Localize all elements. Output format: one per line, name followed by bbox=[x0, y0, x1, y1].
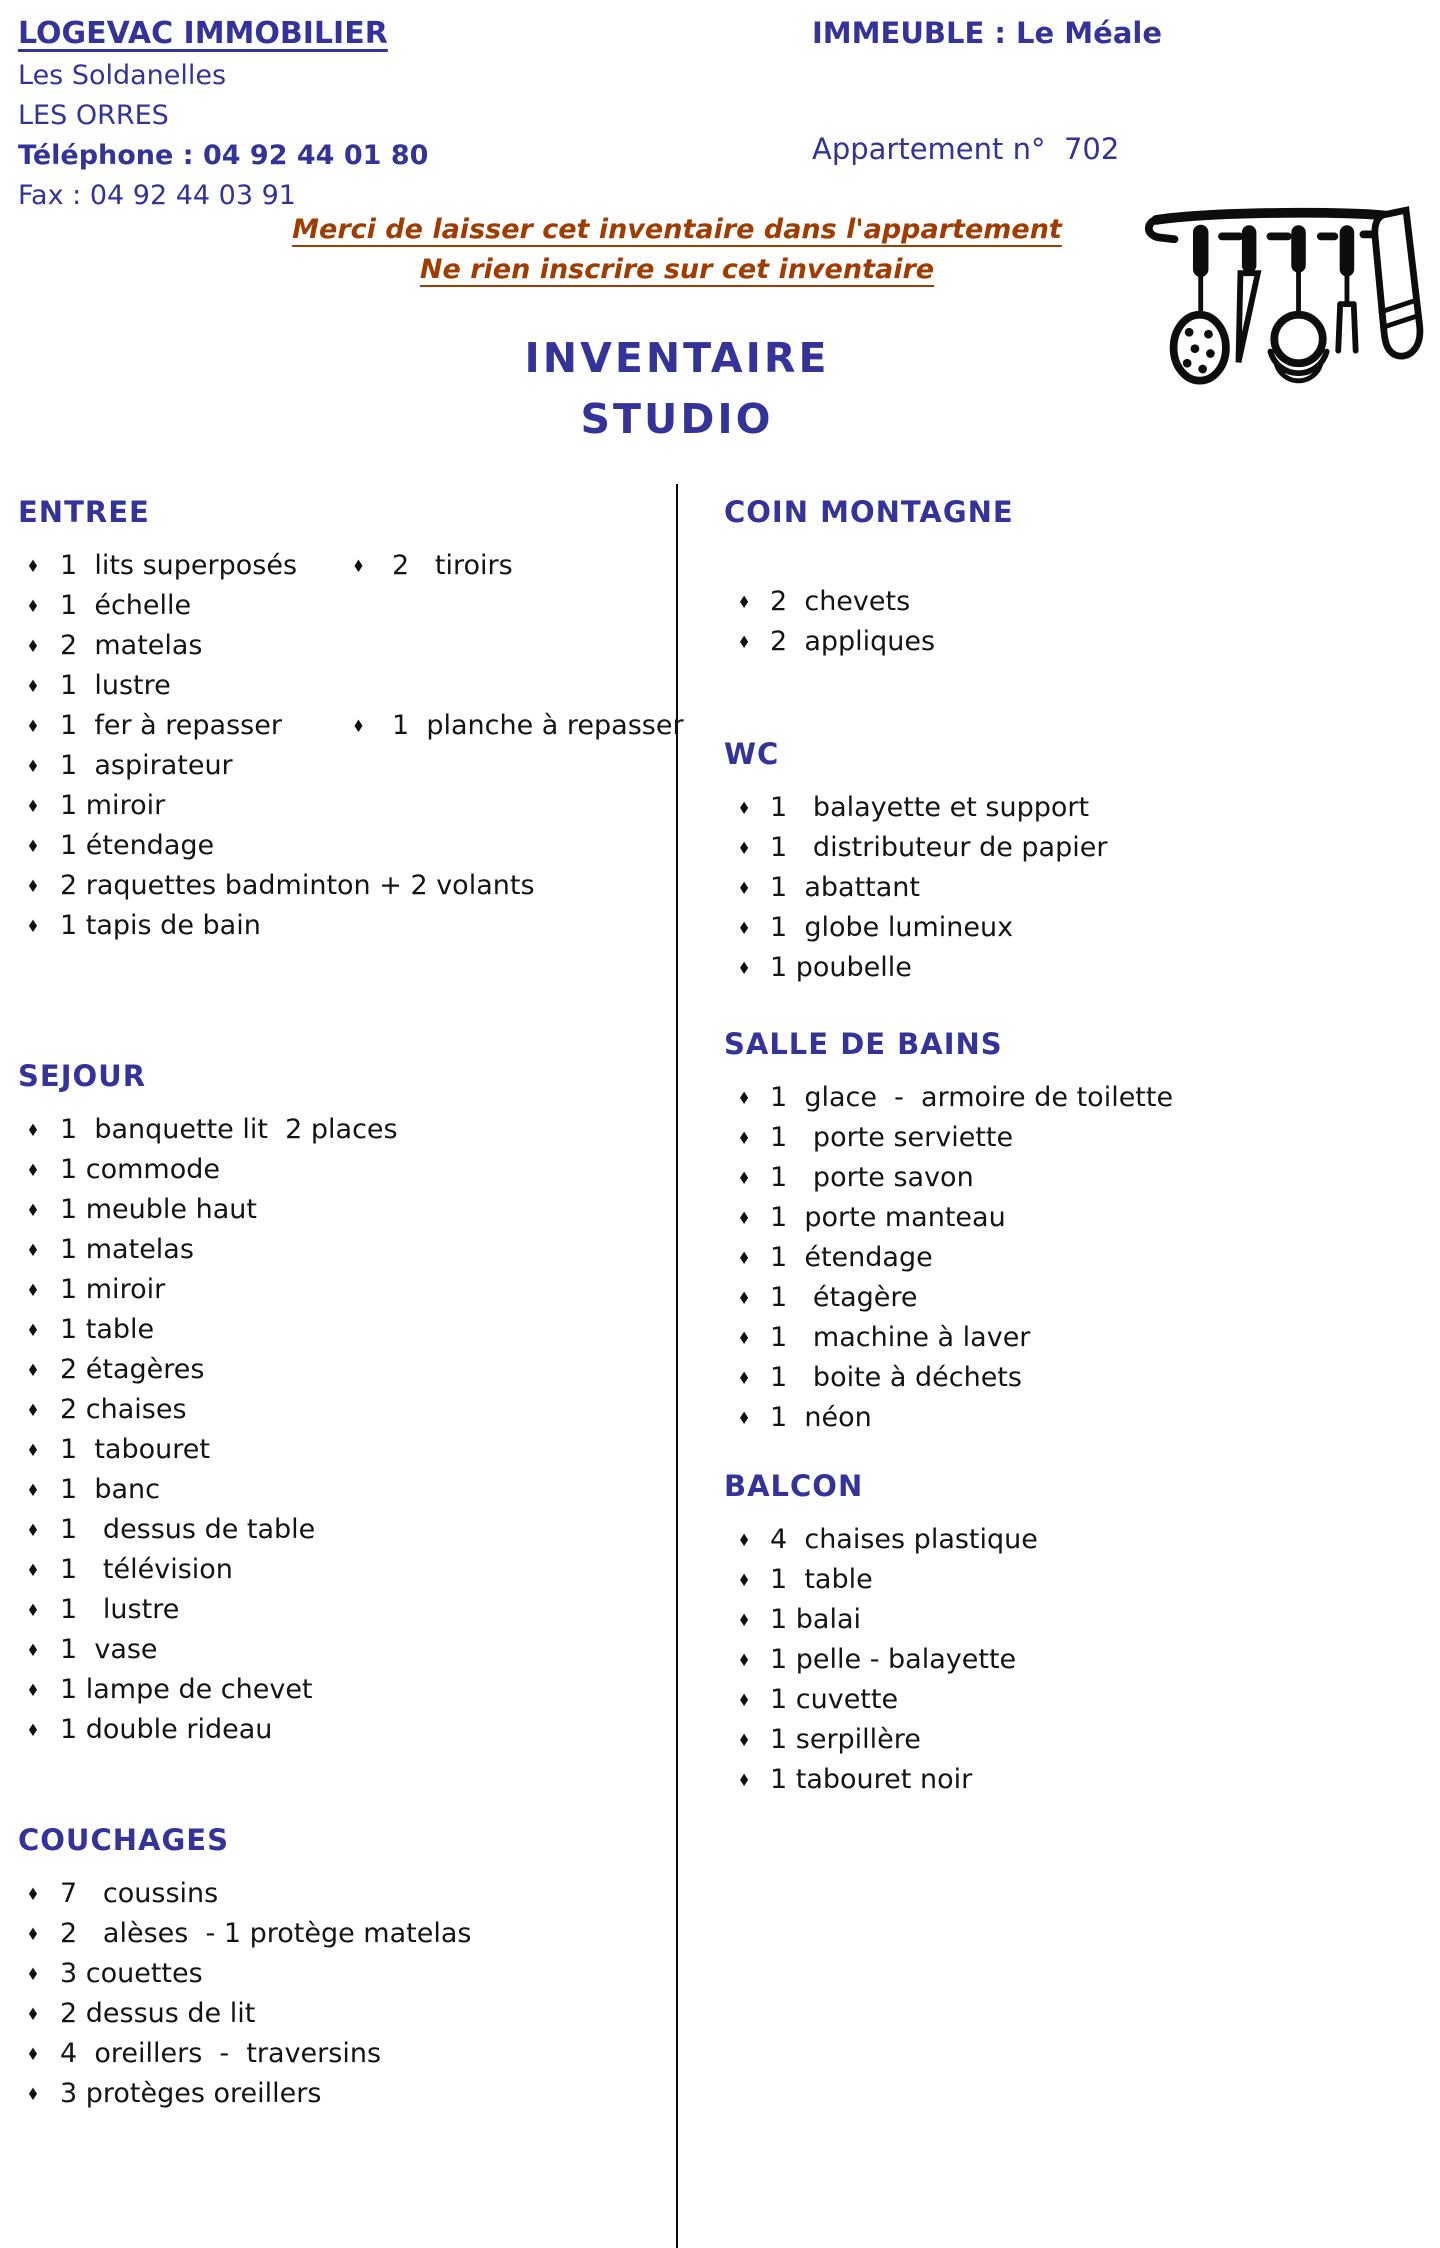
item-label: 1 miroir bbox=[60, 790, 166, 821]
diamond-bullet-icon: ♦ bbox=[737, 1129, 751, 1149]
inventory-item bbox=[18, 1630, 658, 1670]
item-label: 1 porte serviette bbox=[770, 1122, 1014, 1153]
diamond-bullet-icon: ♦ bbox=[26, 1561, 40, 1581]
section-header: SALLE DE BAINS bbox=[724, 1027, 1003, 1061]
inventory-item bbox=[18, 746, 658, 786]
diamond-bullet-icon: ♦ bbox=[737, 1289, 751, 1309]
agency-header bbox=[18, 12, 428, 216]
item-label: 1 lustre bbox=[60, 670, 171, 701]
diamond-bullet-icon: ♦ bbox=[26, 837, 40, 857]
diamond-bullet-icon: ♦ bbox=[737, 1169, 751, 1189]
item-label: 2 alèses - 1 protège matelas bbox=[60, 1918, 472, 1949]
diamond-bullet-icon: ♦ bbox=[26, 1441, 40, 1461]
inventory-item bbox=[724, 868, 1424, 908]
item-label: 1 lampe de chevet bbox=[60, 1674, 313, 1705]
item-label: 1 table bbox=[60, 1314, 155, 1345]
item-label: 1 tabouret noir bbox=[770, 1764, 973, 1795]
inventory-item bbox=[18, 1914, 658, 1954]
item-list bbox=[724, 1520, 1424, 1800]
inventory-item bbox=[724, 1520, 1424, 1560]
item-list bbox=[18, 1110, 658, 1750]
diamond-bullet-icon: ♦ bbox=[26, 1161, 40, 1181]
item-label: 1 étendage bbox=[770, 1242, 933, 1273]
diamond-bullet-icon: ♦ bbox=[26, 717, 40, 737]
inventory-item bbox=[18, 1230, 658, 1270]
diamond-bullet-icon: ♦ bbox=[26, 2085, 40, 2105]
diamond-bullet-icon: ♦ bbox=[737, 919, 751, 939]
inventory-item bbox=[18, 1994, 658, 2034]
item-label: 1 balayette et support bbox=[770, 792, 1090, 823]
diamond-bullet-icon: ♦ bbox=[737, 1329, 751, 1349]
inventory-item bbox=[18, 1874, 658, 1914]
inventory-item bbox=[724, 1398, 1424, 1438]
item-label: 1 néon bbox=[770, 1402, 872, 1433]
item-label: 2 chaises bbox=[60, 1394, 187, 1425]
item-label: 1 matelas bbox=[60, 1234, 194, 1265]
inventory-item bbox=[18, 826, 658, 866]
section-salle-de-bains bbox=[724, 1024, 1424, 1438]
diamond-bullet-icon: ♦ bbox=[737, 879, 751, 899]
inventory-item bbox=[18, 1350, 658, 1390]
section-header: COUCHAGES bbox=[18, 1823, 229, 1857]
inventory-item bbox=[18, 1430, 658, 1470]
item-label: 1 cuvette bbox=[770, 1684, 899, 1715]
inventory-item bbox=[18, 2034, 658, 2074]
inventory-item bbox=[18, 2074, 658, 2114]
diamond-bullet-icon: ♦ bbox=[26, 1721, 40, 1741]
inventory-item bbox=[724, 1158, 1424, 1198]
item-label: 4 chaises plastique bbox=[770, 1524, 1038, 1555]
diamond-bullet-icon: ♦ bbox=[26, 1201, 40, 1221]
section-entree bbox=[18, 492, 684, 946]
item-label: 2 matelas bbox=[60, 630, 203, 661]
section-coin-montagne bbox=[724, 492, 1424, 662]
diamond-bullet-icon: ♦ bbox=[26, 637, 40, 657]
inventory-item bbox=[18, 906, 658, 946]
diamond-bullet-icon: ♦ bbox=[737, 1209, 751, 1229]
agency-fax: Fax : 04 92 44 03 91 bbox=[18, 180, 296, 211]
notice-line-2: Ne rien inscrire sur cet inventaire bbox=[419, 254, 935, 285]
section-header: COIN MONTAGNE bbox=[724, 495, 1014, 529]
inventory-item bbox=[724, 1600, 1424, 1640]
item-label: 1 double rideau bbox=[60, 1714, 273, 1745]
inventory-item bbox=[18, 1270, 658, 1310]
section-couchages bbox=[18, 1820, 658, 2114]
diamond-bullet-icon: ♦ bbox=[26, 557, 40, 577]
item-label: 1 distributeur de papier bbox=[770, 832, 1108, 863]
inventory-item bbox=[724, 948, 1424, 988]
item-label: 1 miroir bbox=[60, 1274, 166, 1305]
inventory-item bbox=[18, 1310, 658, 1350]
diamond-bullet-icon: ♦ bbox=[26, 1361, 40, 1381]
item-list bbox=[724, 788, 1424, 988]
diamond-bullet-icon: ♦ bbox=[26, 917, 40, 937]
diamond-bullet-icon: ♦ bbox=[26, 1281, 40, 1301]
item-label: 1 meuble haut bbox=[60, 1194, 257, 1225]
diamond-bullet-icon: ♦ bbox=[26, 1925, 40, 1945]
inventory-item bbox=[18, 1150, 658, 1190]
inventory-item bbox=[724, 1720, 1424, 1760]
inventory-item bbox=[18, 1110, 658, 1150]
diamond-bullet-icon: ♦ bbox=[737, 839, 751, 859]
section-balcon bbox=[724, 1466, 1424, 1800]
diamond-bullet-icon: ♦ bbox=[737, 1571, 751, 1591]
inventory-item bbox=[18, 866, 658, 906]
inventory-item-secondary bbox=[352, 546, 513, 587]
section-wc bbox=[724, 734, 1424, 988]
item-label: 2 appliques bbox=[770, 626, 936, 657]
item-label: 3 protèges oreillers bbox=[60, 2078, 322, 2109]
item-label: 1 banc bbox=[60, 1474, 160, 1505]
inventory-item bbox=[724, 582, 1424, 622]
item-label: 1 abattant bbox=[770, 872, 920, 903]
inventory-item bbox=[18, 546, 658, 586]
item-label: 1 vase bbox=[60, 1634, 158, 1665]
item-label: 2 raquettes badminton + 2 volants bbox=[60, 870, 535, 901]
item-label: 1 lits superposés bbox=[60, 550, 298, 581]
item-label: 1 aspirateur bbox=[60, 750, 233, 781]
item-label: 1 lustre bbox=[60, 1594, 180, 1625]
inventory-item bbox=[724, 1118, 1424, 1158]
item-list bbox=[724, 582, 1424, 662]
item-label: 1 porte manteau bbox=[770, 1202, 1006, 1233]
building-name: IMMEUBLE : Le Méale bbox=[812, 16, 1162, 50]
item-label: 3 couettes bbox=[60, 1958, 203, 1989]
agency-city: LES ORRES bbox=[18, 100, 169, 131]
item-label: 1 serpillère bbox=[770, 1724, 921, 1755]
inventory-item bbox=[724, 622, 1424, 662]
diamond-bullet-icon: ♦ bbox=[26, 1481, 40, 1501]
diamond-bullet-icon: ♦ bbox=[26, 1601, 40, 1621]
diamond-bullet-icon: ♦ bbox=[26, 757, 40, 777]
inventory-item bbox=[724, 1358, 1424, 1398]
kitchen-utensils-rack-icon bbox=[1138, 186, 1430, 401]
inventory-item bbox=[724, 1278, 1424, 1318]
item-label: 1 glace - armoire de toilette bbox=[770, 1082, 1174, 1113]
diamond-bullet-icon: ♦ bbox=[737, 959, 751, 979]
diamond-bullet-icon: ♦ bbox=[737, 1089, 751, 1109]
item-label: 1 dessus de table bbox=[60, 1514, 316, 1545]
item-label: 1 planche à repasser bbox=[392, 710, 684, 741]
inventory-item bbox=[724, 1640, 1424, 1680]
inventory-item bbox=[724, 1760, 1424, 1800]
diamond-bullet-icon: ♦ bbox=[26, 1121, 40, 1141]
item-label: 1 tapis de bain bbox=[60, 910, 261, 941]
inventory-item bbox=[18, 586, 658, 626]
diamond-bullet-icon: ♦ bbox=[26, 1641, 40, 1661]
diamond-bullet-icon: ♦ bbox=[26, 1401, 40, 1421]
item-label: 1 machine à laver bbox=[770, 1322, 1031, 1353]
diamond-bullet-icon: ♦ bbox=[737, 1249, 751, 1269]
item-label: 1 télévision bbox=[60, 1554, 233, 1585]
diamond-bullet-icon: ♦ bbox=[737, 799, 751, 819]
diamond-bullet-icon: ♦ bbox=[352, 557, 365, 577]
inventory-item bbox=[724, 1560, 1424, 1600]
agency-phone: Téléphone : 04 92 44 01 80 bbox=[18, 140, 429, 171]
notice-line-1: Merci de laisser cet inventaire dans l'appartement bbox=[292, 214, 1062, 245]
diamond-bullet-icon: ♦ bbox=[26, 877, 40, 897]
inventory-item bbox=[724, 1318, 1424, 1358]
inventory-item bbox=[18, 1470, 658, 1510]
diamond-bullet-icon: ♦ bbox=[26, 677, 40, 697]
item-label: 1 banquette lit 2 places bbox=[60, 1114, 398, 1145]
agency-residence: Les Soldanelles bbox=[18, 60, 227, 91]
diamond-bullet-icon: ♦ bbox=[737, 1409, 751, 1429]
inventory-item bbox=[724, 1680, 1424, 1720]
item-label: 4 oreillers - traversins bbox=[60, 2038, 382, 2069]
diamond-bullet-icon: ♦ bbox=[737, 1369, 751, 1389]
item-list bbox=[724, 1078, 1424, 1438]
inventory-item bbox=[724, 1238, 1424, 1278]
inventory-item bbox=[18, 1710, 658, 1750]
diamond-bullet-icon: ♦ bbox=[352, 717, 365, 737]
item-label: 1 pelle - balayette bbox=[770, 1644, 1017, 1675]
diamond-bullet-icon: ♦ bbox=[737, 1691, 751, 1711]
apartment-number: Appartement n° 702 bbox=[812, 132, 1120, 166]
inventory-item bbox=[18, 786, 658, 826]
item-label: 2 tiroirs bbox=[392, 550, 513, 581]
diamond-bullet-icon: ♦ bbox=[26, 597, 40, 617]
inventory-item bbox=[724, 1078, 1424, 1118]
inventory-item bbox=[724, 788, 1424, 828]
inventory-item-secondary bbox=[352, 706, 684, 747]
diamond-bullet-icon: ♦ bbox=[26, 1241, 40, 1261]
item-list bbox=[18, 1874, 658, 2114]
diamond-bullet-icon: ♦ bbox=[737, 1531, 751, 1551]
item-label: 1 poubelle bbox=[770, 952, 912, 983]
inventory-item bbox=[18, 1954, 658, 1994]
item-label: 1 porte savon bbox=[770, 1162, 974, 1193]
item-label: 2 chevets bbox=[770, 586, 911, 617]
section-header: ENTREE bbox=[18, 495, 150, 529]
section-header: WC bbox=[724, 737, 780, 771]
item-label: 1 commode bbox=[60, 1154, 220, 1185]
page-title-line-1: INVENTAIRE bbox=[524, 334, 830, 382]
inventory-item bbox=[18, 626, 658, 666]
item-label: 1 boite à déchets bbox=[770, 1362, 1022, 1393]
item-label: 1 étendage bbox=[60, 830, 215, 861]
item-label: 1 tabouret bbox=[60, 1434, 210, 1465]
inventory-item bbox=[18, 1670, 658, 1710]
item-label: 1 table bbox=[770, 1564, 873, 1595]
item-label: 1 globe lumineux bbox=[770, 912, 1014, 943]
inventory-item bbox=[18, 1590, 658, 1630]
diamond-bullet-icon: ♦ bbox=[26, 1681, 40, 1701]
diamond-bullet-icon: ♦ bbox=[26, 1521, 40, 1541]
diamond-bullet-icon: ♦ bbox=[26, 2005, 40, 2025]
diamond-bullet-icon: ♦ bbox=[26, 797, 40, 817]
diamond-bullet-icon: ♦ bbox=[737, 1611, 751, 1631]
column-divider-line bbox=[676, 484, 678, 2248]
item-label: 1 échelle bbox=[60, 590, 192, 621]
inventory-item bbox=[18, 1390, 658, 1430]
diamond-bullet-icon: ♦ bbox=[737, 593, 751, 613]
right-column bbox=[724, 492, 1424, 1800]
item-label: 1 balai bbox=[770, 1604, 861, 1635]
inventory-item bbox=[724, 908, 1424, 948]
left-column bbox=[18, 492, 684, 2114]
inventory-item bbox=[18, 1550, 658, 1590]
diamond-bullet-icon: ♦ bbox=[737, 1771, 751, 1791]
section-sejour bbox=[18, 1056, 658, 1750]
inventory-item bbox=[18, 706, 684, 746]
inventory-item bbox=[18, 666, 658, 706]
diamond-bullet-icon: ♦ bbox=[737, 1731, 751, 1751]
diamond-bullet-icon: ♦ bbox=[26, 1885, 40, 1905]
diamond-bullet-icon: ♦ bbox=[26, 1321, 40, 1341]
diamond-bullet-icon: ♦ bbox=[737, 633, 751, 653]
item-label: 1 étagère bbox=[770, 1282, 918, 1313]
item-label: 7 coussins bbox=[60, 1878, 219, 1909]
item-label: 2 dessus de lit bbox=[60, 1998, 256, 2029]
inventory-item bbox=[18, 1510, 658, 1550]
item-label: 1 fer à repasser bbox=[60, 710, 282, 741]
section-header: SEJOUR bbox=[18, 1059, 147, 1093]
inventory-item bbox=[18, 1190, 658, 1230]
inventory-item bbox=[724, 1198, 1424, 1238]
diamond-bullet-icon: ♦ bbox=[26, 1965, 40, 1985]
item-list bbox=[18, 546, 684, 946]
diamond-bullet-icon: ♦ bbox=[737, 1651, 751, 1671]
inventory-item bbox=[724, 828, 1424, 868]
agency-name: LOGEVAC IMMOBILIER bbox=[18, 16, 388, 51]
item-label: 2 étagères bbox=[60, 1354, 205, 1385]
diamond-bullet-icon: ♦ bbox=[26, 2045, 40, 2065]
page-title-line-2: STUDIO bbox=[580, 395, 774, 443]
section-header: BALCON bbox=[724, 1469, 864, 1503]
